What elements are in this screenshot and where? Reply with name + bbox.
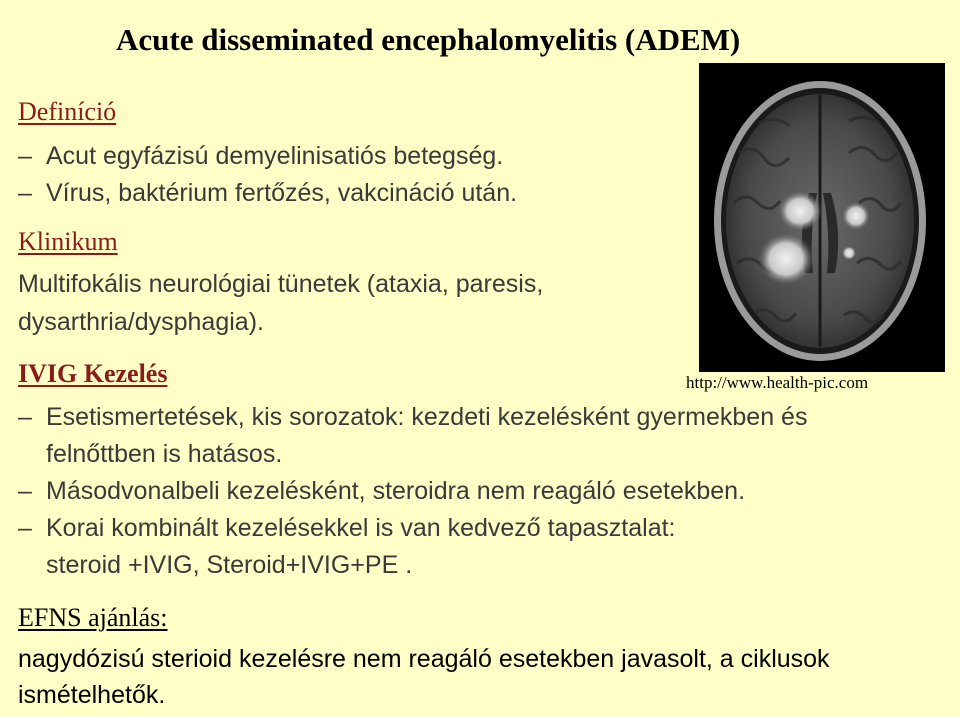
bullet-dash: – xyxy=(18,477,32,505)
brain-mri-scan-icon xyxy=(699,63,945,372)
bullet-dash: – xyxy=(18,179,32,207)
ivig-item-continued: felnőttben is hatásos. xyxy=(46,440,283,468)
bullet-dash: – xyxy=(18,514,32,542)
ivig-item: Esetismertetések, kis sorozatok: kezdeti kezelésként gyermekben és xyxy=(46,403,808,431)
definition-item: Acut egyfázisú demyelinisatiós betegség. xyxy=(46,142,504,170)
clinical-text: Multifokális neurológiai tünetek (ataxia, paresis, xyxy=(18,270,544,298)
ivig-item: Korai kombinált kezelésekkel is van kedvező tapasztalat: xyxy=(46,514,676,542)
slide-title: Acute disseminated encephalomyelitis (ADEM) xyxy=(116,22,741,57)
bullet-dash: – xyxy=(18,403,32,431)
ivig-heading: IVIG Kezelés xyxy=(18,359,168,388)
efns-text: ismételhetők. xyxy=(18,681,166,709)
efns-text: nagydózisú sterioid kezelésre nem reagáló esetekben javasolt, a ciklusok xyxy=(18,645,830,673)
clinical-text: dysarthria/dysphagia). xyxy=(18,308,264,336)
definition-item: Vírus, baktérium fertőzés, vakcináció után. xyxy=(46,179,518,207)
brain-mri-image xyxy=(699,63,945,372)
ivig-item-continued: steroid +IVIG, Steroid+IVIG+PE . xyxy=(46,551,413,579)
image-credit: http://www.health-pic.com xyxy=(686,373,869,392)
clinical-heading: Klinikum xyxy=(18,227,118,256)
bullet-dash: – xyxy=(18,142,32,170)
efns-heading: EFNS ajánlás: xyxy=(18,603,168,632)
ivig-item: Másodvonalbeli kezelésként, steroidra nem reagáló esetekben. xyxy=(46,477,746,505)
definition-heading: Definíció xyxy=(18,97,117,126)
